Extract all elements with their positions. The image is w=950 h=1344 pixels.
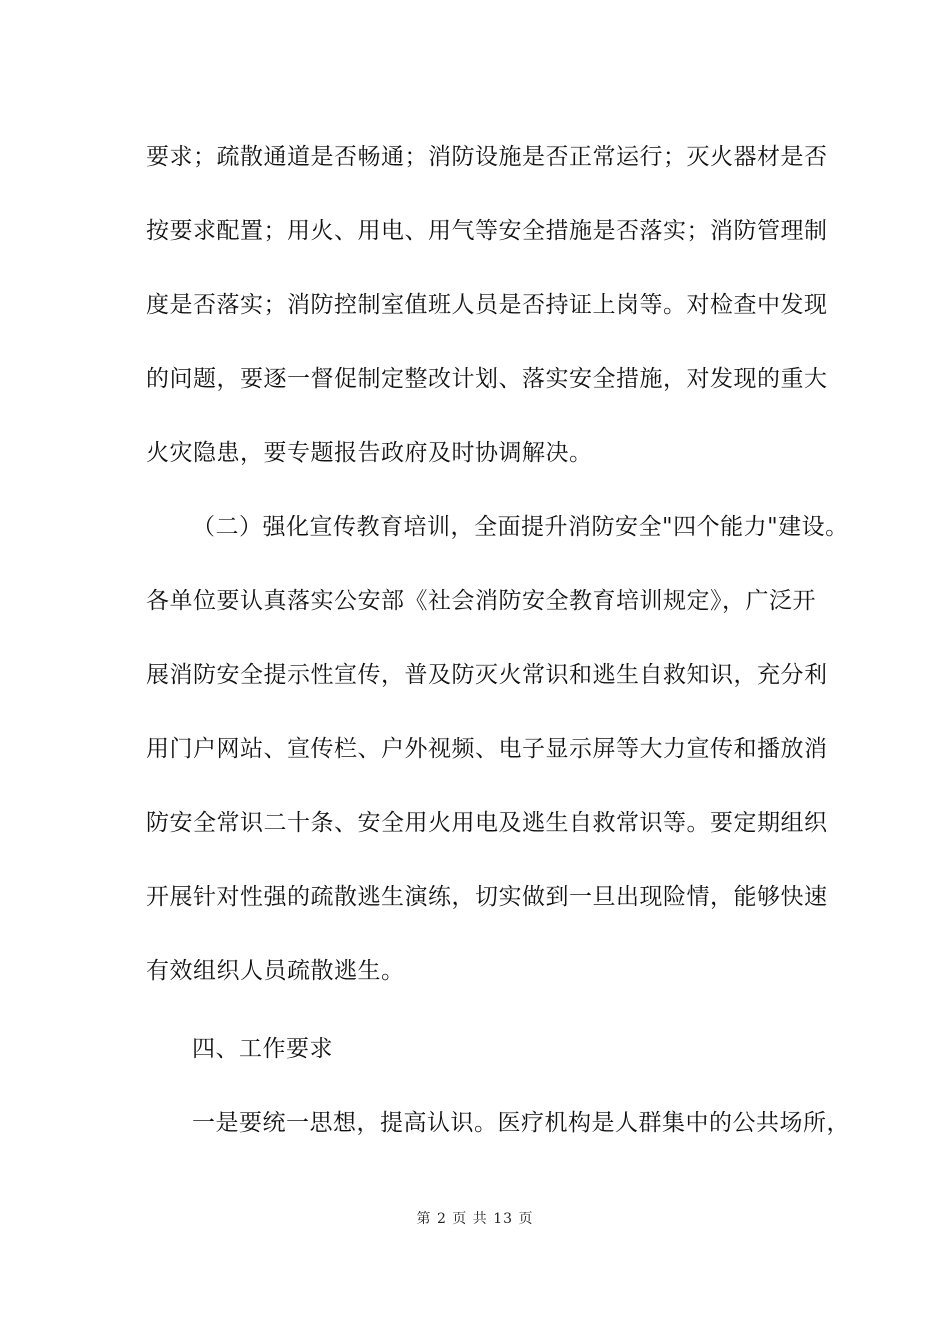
page-footer: 第 2 页 共 13 页 xyxy=(416,1211,534,1227)
body-text-line: 一是要统一思想，提高认识。医疗机构是人群集中的公共场所， xyxy=(192,1110,850,1136)
body-text-line: 各单位要认真落实公安部《社会消防安全教育培训规定》，广泛开 xyxy=(146,588,816,614)
body-text-line: 有效组织人员疏散逃生。 xyxy=(146,958,405,984)
body-text-line: 的问题，要逐一督促制定整改计划、落实安全措施，对发现的重大 xyxy=(146,366,828,392)
body-text-line: 要求；疏散通道是否畅通；消防设施是否正常运行；灭火器材是否 xyxy=(146,144,828,170)
body-text-line: 防安全常识二十条、安全用火用电及逃生自救常识等。要定期组织 xyxy=(146,810,828,836)
section-heading-line: （二）强化宣传教育培训，全面提升消防安全"四个能力"建设。 xyxy=(192,514,849,540)
body-text-line: 用门户网站、宣传栏、户外视频、电子显示屏等大力宣传和播放消 xyxy=(146,736,828,762)
body-text-line: 度是否落实；消防控制室值班人员是否持证上岗等。对检查中发现 xyxy=(146,292,828,318)
body-text-line: 按要求配置；用火、用电、用气等安全措施是否落实；消防管理制 xyxy=(146,218,828,244)
section-title: 四、工作要求 xyxy=(192,1036,333,1062)
body-text-line: 展消防安全提示性宣传，普及防灭火常识和逃生自救知识，充分利 xyxy=(146,662,828,688)
body-text-line: 开展针对性强的疏散逃生演练，切实做到一旦出现险情，能够快速 xyxy=(146,884,828,910)
body-text-line: 火灾隐患，要专题报告政府及时协调解决。 xyxy=(146,440,593,466)
